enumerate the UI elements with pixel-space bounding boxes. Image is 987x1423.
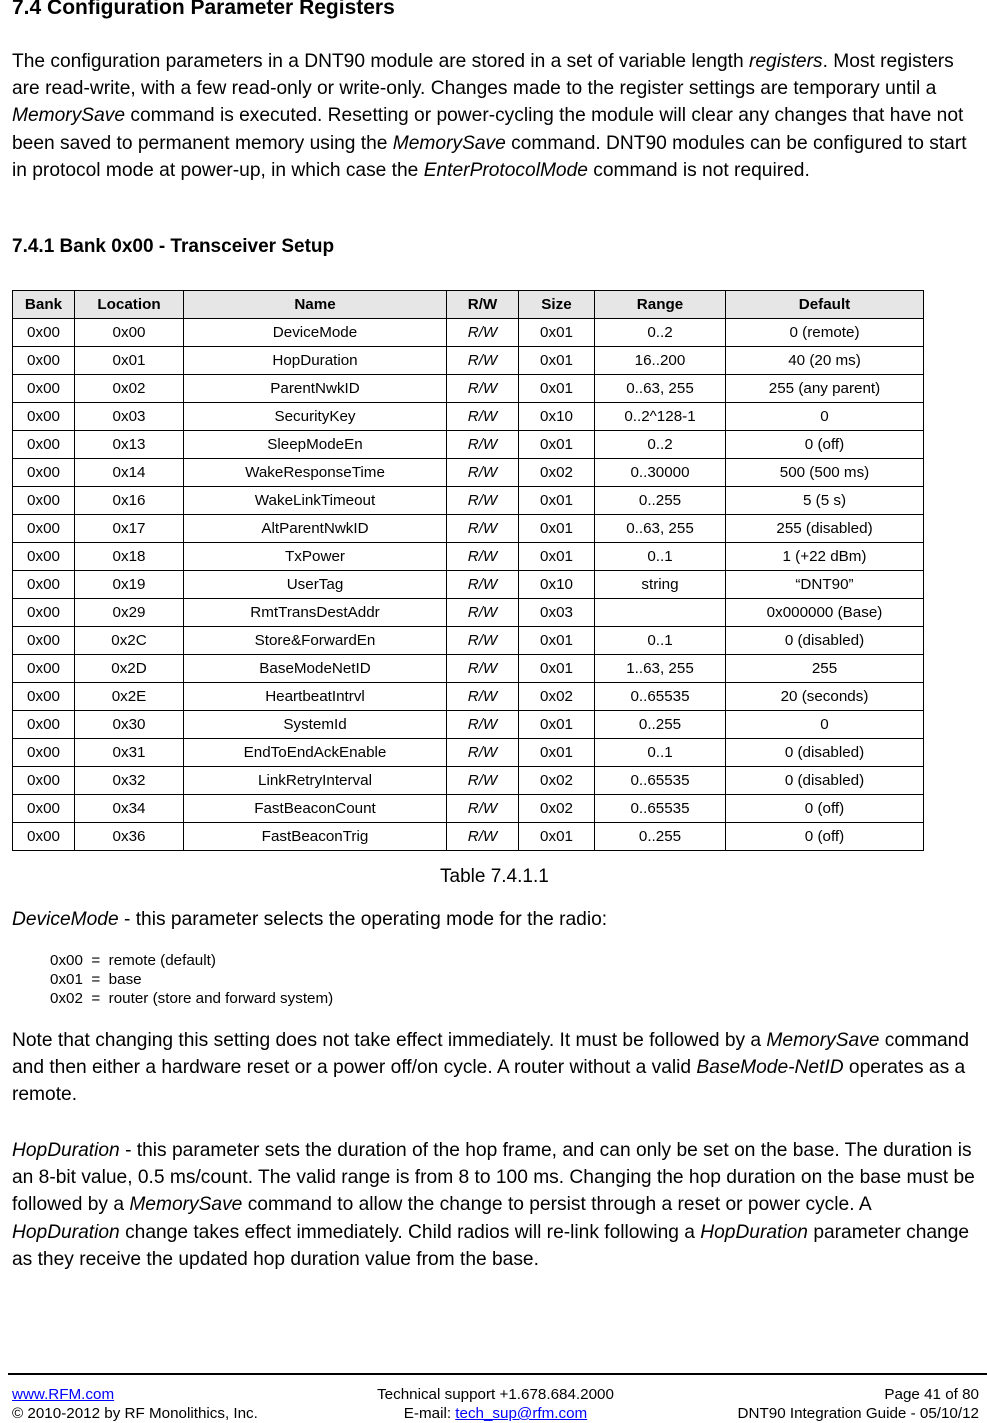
cell-range: 0..2 bbox=[595, 319, 726, 347]
cell-bank: 0x00 bbox=[13, 823, 75, 851]
cell-range: 0..63, 255 bbox=[595, 515, 726, 543]
cell-bank: 0x00 bbox=[13, 571, 75, 599]
cell-name: BaseModeNetID bbox=[184, 655, 447, 683]
cell-default: 0 (remote) bbox=[726, 319, 924, 347]
cell-location: 0x30 bbox=[75, 711, 184, 739]
table-row bbox=[13, 543, 924, 571]
cell-location: 0x00 bbox=[75, 319, 184, 347]
cell-default: 20 (seconds) bbox=[726, 683, 924, 711]
cell-default: 40 (20 ms) bbox=[726, 347, 924, 375]
cell-default: 255 bbox=[726, 655, 924, 683]
header-location: Location bbox=[75, 291, 184, 319]
cell-rw: R/W bbox=[447, 795, 519, 823]
cell-size: 0x01 bbox=[519, 347, 595, 375]
cell-location: 0x03 bbox=[75, 403, 184, 431]
cell-location: 0x31 bbox=[75, 739, 184, 767]
cell-size: 0x02 bbox=[519, 767, 595, 795]
cell-name: SleepModeEn bbox=[184, 431, 447, 459]
cell-rw: R/W bbox=[447, 683, 519, 711]
cell-name: FastBeaconTrig bbox=[184, 823, 447, 851]
cell-bank: 0x00 bbox=[13, 543, 75, 571]
cell-location: 0x14 bbox=[75, 459, 184, 487]
table-row bbox=[13, 459, 924, 487]
cell-location: 0x29 bbox=[75, 599, 184, 627]
table-row bbox=[13, 627, 924, 655]
cell-rw: R/W bbox=[447, 543, 519, 571]
cell-range: 0..1 bbox=[595, 627, 726, 655]
cell-range: 0..255 bbox=[595, 823, 726, 851]
cell-size: 0x01 bbox=[519, 655, 595, 683]
list-item: 0x01 = base bbox=[50, 971, 142, 988]
cell-bank: 0x00 bbox=[13, 767, 75, 795]
cell-size: 0x01 bbox=[519, 543, 595, 571]
table-row bbox=[13, 599, 924, 627]
cell-name: RmtTransDestAddr bbox=[184, 599, 447, 627]
cell-size: 0x01 bbox=[519, 627, 595, 655]
cell-rw: R/W bbox=[447, 375, 519, 403]
cell-rw: R/W bbox=[447, 739, 519, 767]
cell-location: 0x16 bbox=[75, 487, 184, 515]
header-default: Default bbox=[726, 291, 924, 319]
cell-name: HopDuration bbox=[184, 347, 447, 375]
cell-bank: 0x00 bbox=[13, 627, 75, 655]
cell-size: 0x10 bbox=[519, 571, 595, 599]
intro-paragraph: The configuration parameters in a DNT90 module are stored in a set of variable length registers. Most registers are read-write, with a few read-only or write-only. Changes made to the register settings are temporary until a MemorySave command is executed. Resetting or power-cycling the module will clear any changes that have not been saved to permanent memory using the MemorySave command. DNT90 modules can be configured to start in protocol mode at power-up, in which case the EnterProtocolMode command is not required. bbox=[12, 51, 967, 181]
hopduration-paragraph: HopDuration - this parameter sets the duration of the hop frame, and can only be set on the base. The duration is an 8-bit value, 0.5 ms/count. The valid range is from 8 to 100 ms. Changing the hop duration on the base must be followed by a MemorySave command to allow the change to persist through a reset or power cycle. A HopDuration change takes effect immediately. Child radios will re-link following a HopDuration parameter change as they receive the updated hop duration value from the base. bbox=[12, 1140, 975, 1270]
cell-name: WakeResponseTime bbox=[184, 459, 447, 487]
cell-range: 0..1 bbox=[595, 739, 726, 767]
cell-rw: R/W bbox=[447, 487, 519, 515]
cell-size: 0x01 bbox=[519, 823, 595, 851]
table-body bbox=[13, 319, 924, 851]
cell-rw: R/W bbox=[447, 403, 519, 431]
cell-range: 0..65535 bbox=[595, 795, 726, 823]
cell-bank: 0x00 bbox=[13, 347, 75, 375]
cell-rw: R/W bbox=[447, 347, 519, 375]
cell-location: 0x19 bbox=[75, 571, 184, 599]
cell-range: 0..65535 bbox=[595, 767, 726, 795]
table-row bbox=[13, 431, 924, 459]
cell-name: DeviceMode bbox=[184, 319, 447, 347]
cell-location: 0x2E bbox=[75, 683, 184, 711]
cell-location: 0x18 bbox=[75, 543, 184, 571]
cell-bank: 0x00 bbox=[13, 431, 75, 459]
table-row bbox=[13, 767, 924, 795]
cell-location: 0x34 bbox=[75, 795, 184, 823]
cell-location: 0x2D bbox=[75, 655, 184, 683]
cell-location: 0x01 bbox=[75, 347, 184, 375]
cell-name: ParentNwkID bbox=[184, 375, 447, 403]
table-row bbox=[13, 683, 924, 711]
email-link[interactable]: tech_sup@rfm.com bbox=[455, 1405, 588, 1422]
cell-rw: R/W bbox=[447, 599, 519, 627]
cell-default: 0x000000 (Base) bbox=[726, 599, 924, 627]
email-line: E-mail: tech_sup@rfm.com bbox=[403, 1405, 588, 1422]
header-rw: R/W bbox=[447, 291, 519, 319]
cell-location: 0x17 bbox=[75, 515, 184, 543]
register-table bbox=[12, 290, 924, 851]
cell-name: AltParentNwkID bbox=[184, 515, 447, 543]
devicemode-options bbox=[50, 951, 333, 1008]
cell-location: 0x36 bbox=[75, 823, 184, 851]
cell-name: SystemId bbox=[184, 711, 447, 739]
website-link[interactable]: www.RFM.com bbox=[12, 1386, 115, 1403]
cell-name: WakeLinkTimeout bbox=[184, 487, 447, 515]
header-name: Name bbox=[184, 291, 447, 319]
table-row bbox=[13, 571, 924, 599]
cell-location: 0x13 bbox=[75, 431, 184, 459]
cell-size: 0x10 bbox=[519, 403, 595, 431]
cell-bank: 0x00 bbox=[13, 655, 75, 683]
cell-size: 0x02 bbox=[519, 795, 595, 823]
cell-range: 0..255 bbox=[595, 711, 726, 739]
cell-default: 255 (disabled) bbox=[726, 515, 924, 543]
cell-size: 0x01 bbox=[519, 375, 595, 403]
cell-default: 0 (disabled) bbox=[726, 627, 924, 655]
cell-range: string bbox=[595, 571, 726, 599]
table-row bbox=[13, 487, 924, 515]
cell-default: 1 (+22 dBm) bbox=[726, 543, 924, 571]
table-header-row bbox=[13, 291, 924, 319]
document-info: DNT90 Integration Guide - 05/10/12 bbox=[737, 1405, 979, 1422]
cell-range: 0..65535 bbox=[595, 683, 726, 711]
list-item: 0x02 = router (store and forward system) bbox=[50, 990, 334, 1007]
cell-bank: 0x00 bbox=[13, 599, 75, 627]
cell-name: UserTag bbox=[184, 571, 447, 599]
cell-default: 0 (disabled) bbox=[726, 739, 924, 767]
devicemode-description: DeviceMode - this parameter selects the operating mode for the radio: bbox=[12, 909, 608, 930]
cell-name: TxPower bbox=[184, 543, 447, 571]
cell-range: 0..63, 255 bbox=[595, 375, 726, 403]
cell-range: 0..30000 bbox=[595, 459, 726, 487]
cell-size: 0x01 bbox=[519, 431, 595, 459]
cell-size: 0x01 bbox=[519, 319, 595, 347]
cell-range bbox=[595, 599, 726, 627]
cell-default: 0 bbox=[726, 403, 924, 431]
cell-rw: R/W bbox=[447, 711, 519, 739]
page-number: Page 41 of 80 bbox=[884, 1386, 979, 1403]
cell-size: 0x03 bbox=[519, 599, 595, 627]
cell-range: 0..255 bbox=[595, 487, 726, 515]
subsection-title: 7.4.1 Bank 0x00 - Transceiver Setup bbox=[12, 236, 335, 257]
table-row bbox=[13, 375, 924, 403]
table-row bbox=[13, 403, 924, 431]
cell-default: 0 (off) bbox=[726, 431, 924, 459]
cell-default: 0 (off) bbox=[726, 823, 924, 851]
cell-size: 0x01 bbox=[519, 711, 595, 739]
cell-default: 5 (5 s) bbox=[726, 487, 924, 515]
cell-bank: 0x00 bbox=[13, 683, 75, 711]
table-row bbox=[13, 515, 924, 543]
cell-bank: 0x00 bbox=[13, 739, 75, 767]
cell-range: 0..2^128-1 bbox=[595, 403, 726, 431]
cell-bank: 0x00 bbox=[13, 487, 75, 515]
cell-rw: R/W bbox=[447, 571, 519, 599]
table-row bbox=[13, 823, 924, 851]
table-row bbox=[13, 739, 924, 767]
cell-bank: 0x00 bbox=[13, 795, 75, 823]
cell-size: 0x01 bbox=[519, 487, 595, 515]
cell-default: 0 bbox=[726, 711, 924, 739]
cell-bank: 0x00 bbox=[13, 375, 75, 403]
cell-range: 0..2 bbox=[595, 431, 726, 459]
support-phone: Technical support +1.678.684.2000 bbox=[377, 1386, 614, 1403]
cell-rw: R/W bbox=[447, 627, 519, 655]
cell-location: 0x32 bbox=[75, 767, 184, 795]
table-row bbox=[13, 795, 924, 823]
header-range: Range bbox=[595, 291, 726, 319]
cell-name: LinkRetryInterval bbox=[184, 767, 447, 795]
cell-rw: R/W bbox=[447, 515, 519, 543]
section-title: 7.4 Configuration Parameter Registers bbox=[12, 0, 395, 19]
cell-bank: 0x00 bbox=[13, 711, 75, 739]
cell-range: 0..1 bbox=[595, 543, 726, 571]
cell-size: 0x02 bbox=[519, 683, 595, 711]
list-item: 0x00 = remote (default) bbox=[50, 952, 216, 969]
cell-default: 500 (500 ms) bbox=[726, 459, 924, 487]
cell-size: 0x01 bbox=[519, 515, 595, 543]
table-row bbox=[13, 347, 924, 375]
cell-default: 255 (any parent) bbox=[726, 375, 924, 403]
cell-name: SecurityKey bbox=[184, 403, 447, 431]
cell-rw: R/W bbox=[447, 459, 519, 487]
cell-name: EndToEndAckEnable bbox=[184, 739, 447, 767]
cell-location: 0x2C bbox=[75, 627, 184, 655]
table-row bbox=[13, 319, 924, 347]
cell-name: Store&ForwardEn bbox=[184, 627, 447, 655]
cell-bank: 0x00 bbox=[13, 319, 75, 347]
cell-rw: R/W bbox=[447, 319, 519, 347]
cell-default: 0 (off) bbox=[726, 795, 924, 823]
cell-rw: R/W bbox=[447, 431, 519, 459]
cell-name: HeartbeatIntrvl bbox=[184, 683, 447, 711]
cell-bank: 0x00 bbox=[13, 459, 75, 487]
cell-name: FastBeaconCount bbox=[184, 795, 447, 823]
cell-bank: 0x00 bbox=[13, 515, 75, 543]
cell-default: 0 (disabled) bbox=[726, 767, 924, 795]
devicemode-note: Note that changing this setting does not take effect immediately. It must be followed by a MemorySave command and then either a hardware reset or a power off/on cycle. A router without a valid BaseMode-NetID operates as a remote. bbox=[12, 1030, 970, 1106]
footer-divider bbox=[8, 1373, 987, 1375]
cell-range: 1..63, 255 bbox=[595, 655, 726, 683]
cell-rw: R/W bbox=[447, 655, 519, 683]
header-size: Size bbox=[519, 291, 595, 319]
cell-default: “DNT90” bbox=[726, 571, 924, 599]
cell-bank: 0x00 bbox=[13, 403, 75, 431]
cell-rw: R/W bbox=[447, 767, 519, 795]
cell-size: 0x02 bbox=[519, 459, 595, 487]
table-caption: Table 7.4.1.1 bbox=[440, 866, 549, 887]
header-bank: Bank bbox=[13, 291, 75, 319]
copyright: © 2010-2012 by RF Monolithics, Inc. bbox=[12, 1405, 258, 1422]
table-row bbox=[13, 711, 924, 739]
cell-range: 16..200 bbox=[595, 347, 726, 375]
cell-rw: R/W bbox=[447, 823, 519, 851]
cell-size: 0x01 bbox=[519, 739, 595, 767]
cell-location: 0x02 bbox=[75, 375, 184, 403]
table-row bbox=[13, 655, 924, 683]
